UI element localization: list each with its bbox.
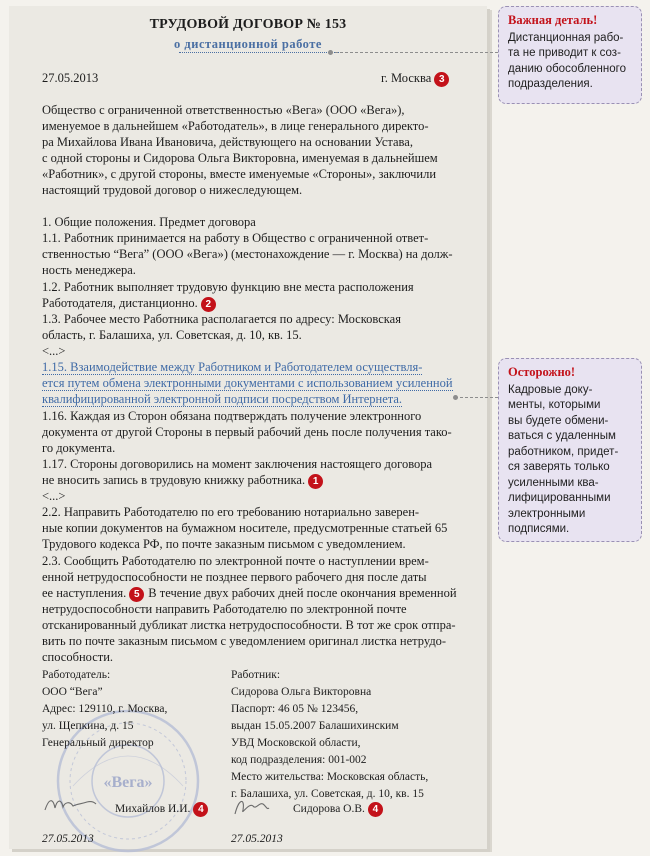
clause-1-3-line: область, г. Балашиха, ул. Советская, д. 10, кв. 15. [42,328,302,342]
contract-date: 27.05.2013 [42,71,99,85]
clause-2-3-line [42,585,457,602]
section-1-heading: 1. Общие положения. Предмет договора [42,215,256,229]
clause-2-3-text-a: ее наступления. [42,586,127,600]
callout-line: вы будете обмени- [508,414,609,427]
clause-1-1-line: 1.1. Работник принимается на работу в Общество с ограниченной ответ- [42,231,429,245]
callout-line: Кадровые доку- [508,383,593,396]
callout-important-title: Важная деталь! [508,13,598,27]
employee-signer [293,802,383,817]
subtitle-rule [179,52,339,53]
stamp-center-text: «Вега» [103,774,153,791]
clause-1-17-line [42,472,323,489]
employee-heading: Работник: [231,669,281,681]
clause-1-15-text: 1.15. Взаимодействие между Работником и Работодателем осуществля- [42,360,423,374]
employer-date: 27.05.2013 [42,833,94,845]
employer-signature [43,792,98,816]
clause-1-16-line: документа от другой Стороны в первый рабочий день после получения тако- [42,425,452,439]
connector-important [330,52,498,53]
callout-important [498,6,642,104]
employee-line: выдан 15.05.2007 Балашихинским [231,720,399,732]
employee-signer-name: Сидорова О.В. [293,803,365,816]
intro-line: «Работник», с другой стороны, вместе именуемые «Стороны», заключили [42,167,437,181]
callout-line: усиленными ква- [508,476,599,489]
employer-line: ул. Щепкина, д. 15 [42,720,134,732]
callout-caution [498,358,642,542]
clause-2-3-line: способности. [42,650,114,664]
clause-2-3-text-b: В течение двух рабочих дней после окончания временной [148,586,457,600]
callout-caution-title: Осторожно! [508,365,576,379]
clause-2-3-line: 2.3. Сообщить Работодателю по электронной почте о наступлении врем- [42,554,429,568]
clause-1-2-line: 1.2. Работник выполняет трудовую функцию вне места расположения [42,280,414,294]
employee-line: код подразделения: 001-002 [231,754,367,766]
clause-2-3-line: нетрудоспособности направить Работодателю по электронной почте [42,602,407,616]
note-badge-2: 2 [201,297,216,312]
clause-2-3-line: енной нетрудоспособности не позднее первого рабочего дня после даты [42,570,427,584]
intro-line: настоящий трудовой договор о нижеследующем. [42,183,303,197]
employer-signer [115,802,208,817]
callout-line: подразделения. [508,78,593,90]
ellipsis: <...> [42,489,66,503]
intro-line: с одной стороны и Сидорова Ольга Викторовна, именуемая в дальнейшем [42,151,438,165]
employer-line: Генеральный директор [42,737,154,749]
contract-city [381,70,449,87]
clause-2-2-line: Трудового кодекса РФ, по почте заказным письмом с уведомлением. [42,537,406,551]
clause-2-2-line: 2.2. Направить Работодателю по его требованию нотариально заверен- [42,505,420,519]
callout-line: подписями. [508,523,570,535]
callout-line: электронными [508,507,586,520]
employee-signature [231,794,271,820]
clause-1-16-line: 1.16. Каждая из Сторон обязана подтверждать получение электронного [42,409,422,423]
intro-line: именуемое в дальнейшем «Работодатель», в лице генерального директо- [42,119,429,133]
employee-line: Паспорт: 46 05 № 123456, [231,703,359,715]
contract-document [9,6,487,849]
clause-2-3-line: отсканированный дубликат листка нетрудоспособности. В тот же срок отпра- [42,618,456,632]
employee-line: Место жительства: Московская область, [231,771,429,783]
connector-dot [328,50,333,55]
clause-1-15-text: ется путем обмена электронными документами с использованием усиленной [42,376,453,390]
callout-line: ся заверять только [508,461,610,473]
city-text: г. Москва [381,71,432,85]
callout-line: Дистанционная рабо- [508,31,624,44]
callout-line: та не приводит к соз- [508,47,621,59]
callout-line: ваться с удаленным [508,430,616,442]
clause-1-15-line [42,375,453,391]
clause-1-2-text: Работодателя, дистанционно. [42,296,198,310]
intro-line: ра Михайлова Ивана Ивановича, действующего на основании Устава, [42,135,413,149]
employer-line: Адрес: 129110, г. Москва, [42,703,168,715]
clause-1-17-line: 1.17. Стороны договорились на момент заключения настоящего договора [42,457,433,471]
employee-date: 27.05.2013 [231,833,283,845]
clause-1-15-line [42,359,422,375]
document-subtitle: о дистанционной работе [174,37,322,51]
clause-1-1-line: ственностью “Вега” (ООО «Вега») (местонахождение — г. Москва) на долж- [42,247,453,261]
clause-1-15-line [42,391,402,407]
callout-line: лифицированными [508,492,611,504]
clause-1-15-text: квалифицированной электронной подписи посредством Интернета. [42,392,403,406]
callout-line: работником, придет- [508,445,619,458]
clause-1-3-line: 1.3. Рабочее место Работника располагается по адресу: Московская [42,312,401,326]
employer-heading: Работодатель: [42,669,111,681]
clause-1-17-text: не вносить запись в трудовую книжку работника. [42,473,306,487]
note-badge-1: 1 [308,474,323,489]
connector-caution [455,397,498,398]
clause-1-16-line: го документа. [42,441,116,455]
employee-line: УВД Московской области, [231,737,361,749]
clause-1-2-line [42,295,216,312]
note-badge-4: 4 [368,802,383,817]
ellipsis: <...> [42,344,66,358]
note-badge-3: 3 [434,72,449,87]
clause-2-2-line: ные копии документов на бумажном носителе, предусмотренные статьей 65 [42,521,448,535]
callout-line: менты, которыми [508,399,601,411]
note-badge-5: 5 [129,587,144,602]
employee-line: Сидорова Ольга Викторовна [231,686,372,698]
clause-1-1-line: ность менеджера. [42,263,136,277]
employer-line: ООО “Вега” [42,686,103,698]
callout-line: данию обособленного [508,62,626,75]
intro-line: Общество с ограниченной ответственностью «Вега» (ООО «Вега»), [42,103,405,117]
note-badge-4: 4 [193,802,208,817]
connector-dot [453,395,458,400]
employer-signer-name: Михайлов И.И. [115,803,191,816]
employee-line: г. Балашиха, ул. Советская, д. 10, кв. 15 [231,788,424,800]
document-title: ТРУДОВОЙ ДОГОВОР № 153 [149,17,347,32]
clause-2-3-line: вить по почте заказным письмом с уведомлением оригинал листка нетрудо- [42,634,447,648]
